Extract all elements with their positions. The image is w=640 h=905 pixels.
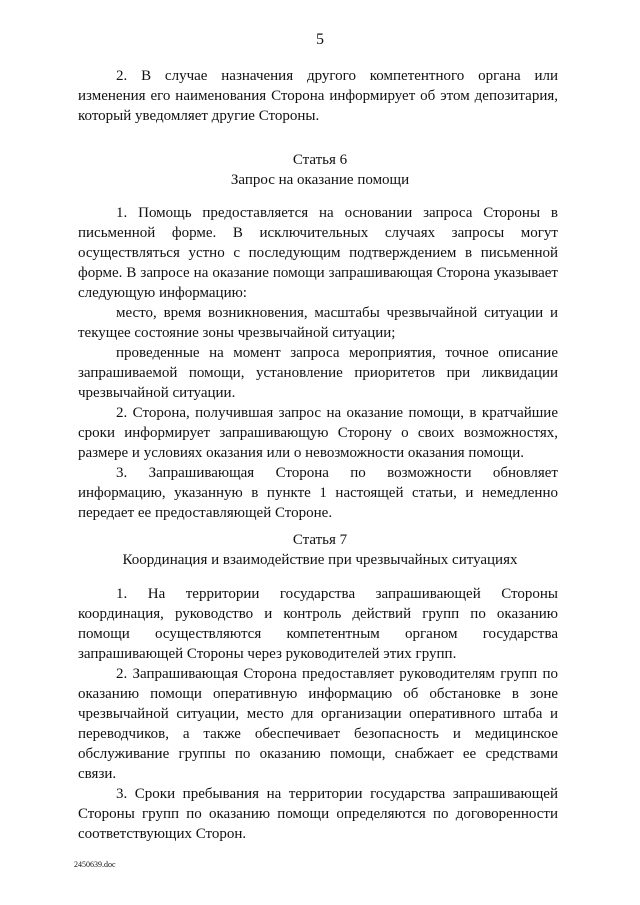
article-title: Запрос на оказание помощи (230, 172, 410, 188)
paragraph: проведенные на момент запроса мероприятия, точное описание запрашиваемой помощи, установление приоритетов при ликвидации чрезвычайной ситуации. (78, 345, 558, 401)
intro-section (78, 66, 558, 126)
article-6-body (78, 203, 558, 523)
paragraph: 2. Запрашивающая Сторона предоставляет руководителям групп по оказанию помощи оперативную информацию об обстановке в зоне чрезвычайной ситуации, место для организации оперативного штаба и переводчиков, а также обеспечивает безопасность и медицинское обслуживание группы по оказанию помощи, снабжает ее средствами связи. (78, 666, 558, 782)
page-number: 5 (316, 31, 324, 48)
article-6-heading (0, 150, 640, 190)
article-title: Координация и взаимодействие при чрезвычайных ситуациях (122, 552, 518, 568)
paragraph: 1. Помощь предоставляется на основании запроса Стороны в письменной форме. В исключительных случаях запросы могут осуществляться устно с последующим подтверждением в письменной форме. В запросе на оказание помощи запрашивающая Сторона указывает следующую информацию: (78, 205, 558, 301)
article-7-body (78, 584, 558, 844)
paragraph: 1. На территории государства запрашивающей Стороны координация, руководство и контроль действий групп по оказанию помощи осуществляются компетентным органом государства запрашивающей Стороны через руководителей этих групп. (78, 586, 558, 662)
file-name-footer: 2450639.doc (74, 860, 116, 869)
article-number: Статья 6 (292, 152, 348, 168)
article-7-heading (0, 530, 640, 570)
paragraph: место, время возникновения, масштабы чрезвычайной ситуации и текущее состояние зоны чрезвычайной ситуации; (78, 305, 558, 341)
paragraph: 2. В случае назначения другого компетентного органа или изменения его наименования Сторона информирует об этом депозитария, который уведомляет другие Стороны. (78, 68, 558, 124)
paragraph: 3. Сроки пребывания на территории государства запрашивающей Стороны групп по оказанию помощи определяются по договоренности соответствующих Сторон. (78, 786, 558, 842)
article-number: Статья 7 (292, 532, 348, 548)
paragraph: 2. Сторона, получившая запрос на оказание помощи, в кратчайшие сроки информирует запрашивающую Сторону о своих возможностях, размере и условиях оказания или о невозможности оказания помощи. (78, 405, 558, 461)
paragraph: 3. Запрашивающая Сторона по возможности обновляет информацию, указанную в пункте 1 настоящей статьи, и немедленно передает ее предоставляющей Стороне. (78, 465, 558, 521)
